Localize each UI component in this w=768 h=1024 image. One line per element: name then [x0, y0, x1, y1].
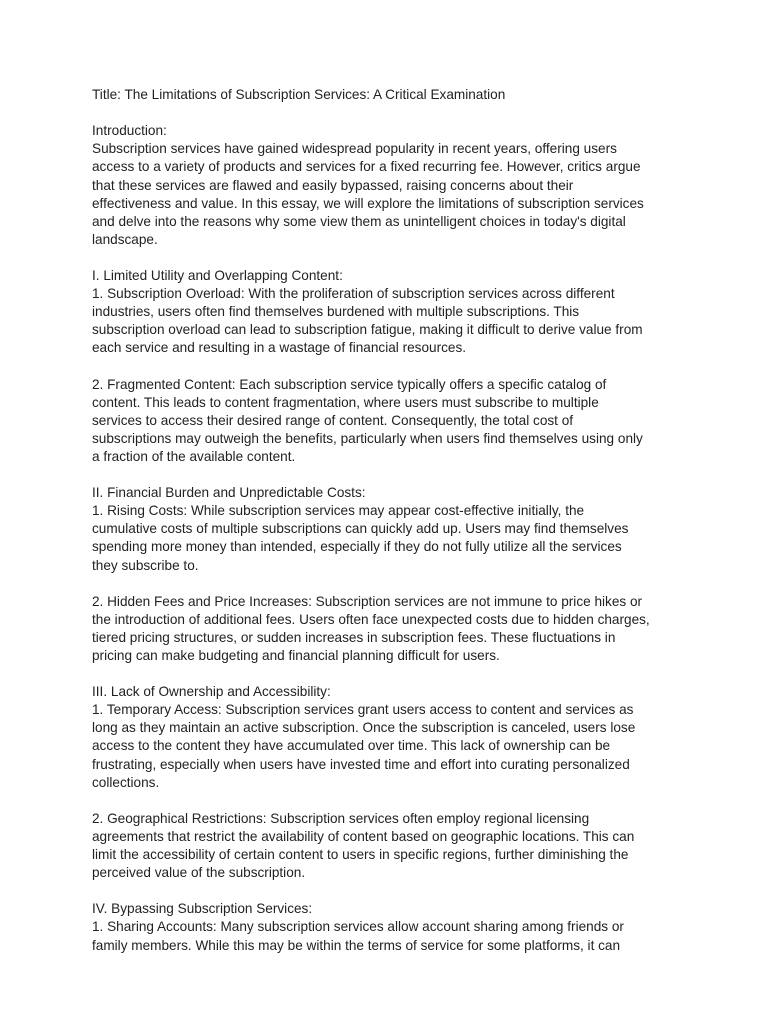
paragraph — [92, 484, 728, 574]
paragraph-line: spending more money than intended, especially if they do not fully utilize all the services — [92, 539, 622, 555]
paragraph — [92, 683, 728, 792]
paragraph — [92, 267, 728, 357]
paragraph-line: Subscription services have gained widespread popularity in recent years, offering users — [92, 141, 617, 157]
paragraph-line: services to access their desired range of content. Consequently, the total cost of — [92, 412, 574, 428]
paragraph-line: each service and resulting in a wastage of financial resources. — [92, 340, 467, 356]
paragraph-gap — [92, 575, 728, 593]
paragraph-gap — [92, 466, 728, 484]
paragraph-line: cumulative costs of multiple subscriptions can quickly add up. Users may find themselves — [92, 521, 629, 537]
paragraph-first-line: II. Financial Burden and Unpredictable Costs: — [92, 485, 366, 501]
document-title: Title: The Limitations of Subscription Services: A Critical Examination — [92, 87, 506, 102]
paragraph-line: that these services are flawed and easily bypassed, raising concerns about their — [92, 177, 574, 193]
paragraph-first-line: III. Lack of Ownership and Accessibility: — [92, 684, 331, 700]
paragraph-line: industries, users often find themselves burdened with multiple subscriptions. This — [92, 304, 580, 320]
paragraph-gap — [92, 665, 728, 683]
paragraph-first-line: 2. Fragmented Content: Each subscription service typically offers a specific catalog of — [92, 376, 607, 392]
paragraph-line: 1. Temporary Access: Subscription services grant users access to content and services as — [92, 702, 634, 718]
paragraph-line: subscriptions may outweigh the benefits, particularly when users find themselves using only — [92, 430, 643, 446]
paragraph-line: tiered pricing structures, or sudden increases in subscription fees. These fluctuations in — [92, 629, 616, 645]
paragraph-gap — [92, 249, 728, 267]
paragraph — [92, 900, 728, 954]
paragraph-line: landscape. — [92, 231, 158, 247]
paragraph-line: 1. Rising Costs: While subscription services may appear cost-effective initially, the — [92, 503, 585, 519]
paragraph-line: limit the accessibility of certain content to users in specific regions, further diminishing the — [92, 847, 629, 863]
paragraph — [92, 122, 728, 249]
paragraph-line: collections. — [92, 774, 160, 790]
paragraph — [92, 593, 728, 665]
paragraph-gap — [92, 792, 728, 810]
paragraph-line: effectiveness and value. In this essay, we will explore the limitations of subscription services — [92, 195, 644, 211]
paragraph-line: long as they maintain an active subscription. Once the subscription is canceled, users lose — [92, 720, 636, 736]
paragraph-line: access to a variety of products and services for a fixed recurring fee. However, critics argue — [92, 159, 641, 175]
paragraph — [92, 376, 728, 466]
paragraph-line: they subscribe to. — [92, 557, 199, 573]
paragraph-gap — [92, 882, 728, 900]
paragraph-line: access to the content they have accumulated over time. This lack of ownership can be — [92, 738, 611, 754]
paragraph-line: family members. While this may be within the terms of service for some platforms, it can — [92, 937, 621, 953]
paragraph-first-line: IV. Bypassing Subscription Services: — [92, 901, 313, 917]
paragraph-line: agreements that restrict the availability of content based on geographic locations. This can — [92, 828, 635, 844]
paragraph-line: pricing can make budgeting and financial planning difficult for users. — [92, 648, 500, 663]
paragraph-line: frustrating, especially when users have invested time and effort into curating personalized — [92, 756, 630, 772]
paragraph-first-line: I. Limited Utility and Overlapping Content: — [92, 268, 343, 284]
paragraph-line: the introduction of additional fees. Users often face unexpected costs due to hidden charges, — [92, 611, 650, 627]
paragraph-first-line: 2. Geographical Restrictions: Subscription services often employ regional licensing — [92, 810, 590, 826]
paragraph-line: content. This leads to content fragmentation, where users must subscribe to multiple — [92, 394, 599, 410]
paragraph-first-line: 2. Hidden Fees and Price Increases: Subscription services are not immune to price hikes or — [92, 593, 643, 609]
paragraph-line: 1. Sharing Accounts: Many subscription services allow account sharing among friends or — [92, 919, 624, 935]
document-body — [92, 122, 728, 954]
paragraph-gap — [92, 358, 728, 376]
paragraph-line: a fraction of the available content. — [92, 448, 296, 464]
paragraph — [92, 810, 728, 882]
paragraph-line: and delve into the reasons why some view them as unintelligent choices in today's digital — [92, 213, 626, 229]
paragraph-line: 1. Subscription Overload: With the proliferation of subscription services across different — [92, 286, 615, 302]
paragraph-line: subscription overload can lead to subscription fatigue, making it difficult to derive value from — [92, 322, 643, 338]
paragraph-first-line: Introduction: — [92, 123, 167, 139]
paragraph-line: perceived value of the subscription. — [92, 865, 306, 881]
